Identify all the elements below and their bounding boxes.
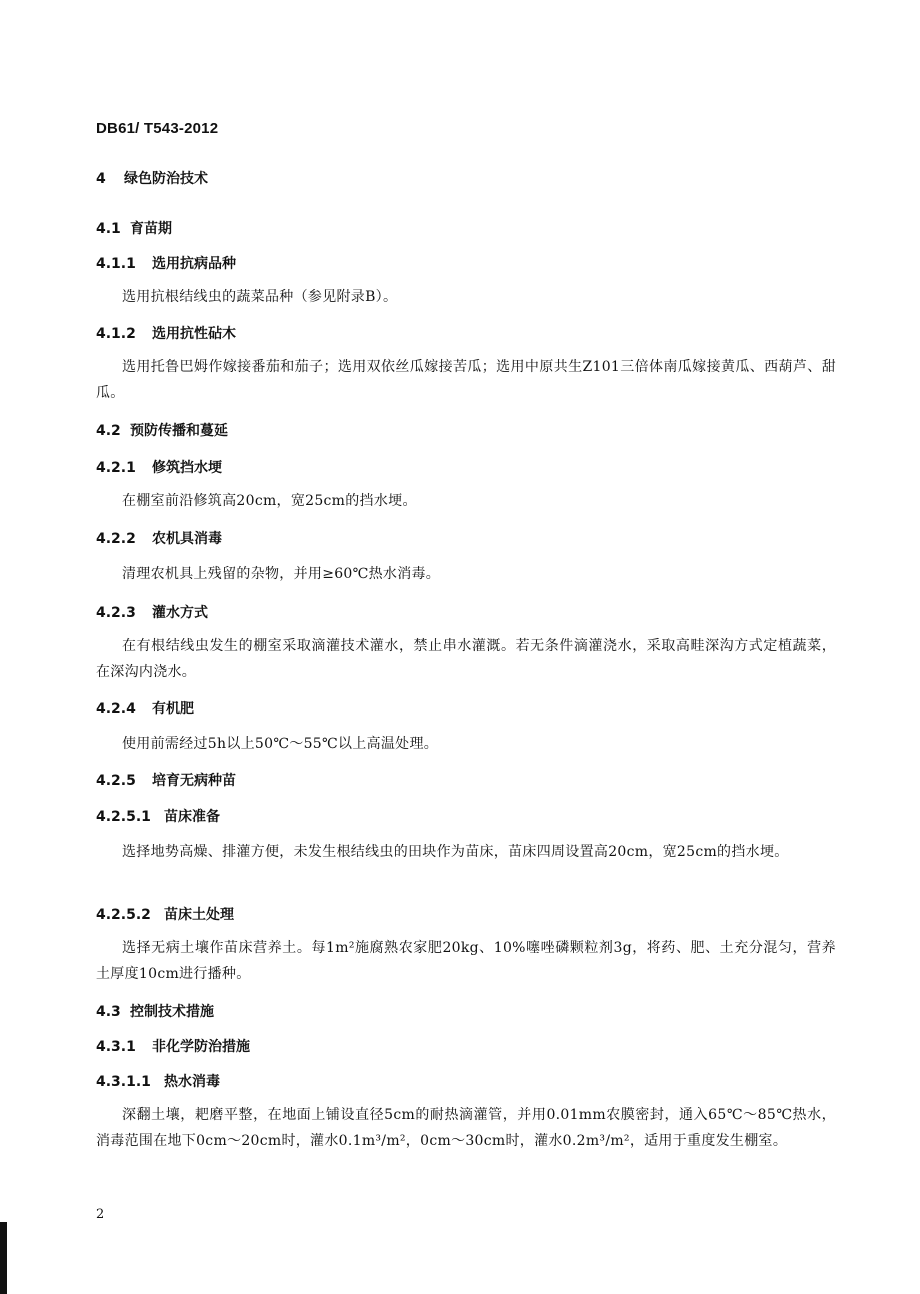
paragraph: 使用前需经过5h以上50℃～55℃以上高温处理。 — [122, 736, 439, 752]
paragraph: 选择无病土壤作苗床营养土。每1m²施腐熟农家肥20kg、10%噻唑磷颗粒剂3g，将药、肥、土充分混匀，营养土厚度10cm进行播种。 — [96, 940, 836, 982]
section-title: 控制技术措施 — [130, 1004, 214, 1020]
section-title: 选用抗性砧木 — [152, 326, 236, 342]
section-heading — [96, 1071, 836, 1091]
section-heading — [96, 602, 836, 622]
section-title: 预防传播和蔓延 — [130, 423, 228, 439]
section-heading — [96, 168, 836, 188]
paragraph: 在棚室前沿修筑高20cm，宽25cm的挡水埂。 — [122, 493, 417, 509]
section-title: 有机肥 — [152, 701, 194, 717]
section-number: 4.2.5 — [96, 773, 136, 789]
section-number: 4.2.4 — [96, 701, 136, 717]
section-title: 苗床准备 — [164, 809, 220, 825]
section-number: 4.1.1 — [96, 256, 136, 272]
section-title: 育苗期 — [130, 221, 172, 237]
section-heading — [96, 806, 836, 826]
section-number: 4.3.1.1 — [96, 1074, 151, 1090]
section-title: 灌水方式 — [152, 605, 208, 621]
section-number: 4.2.5.1 — [96, 809, 151, 825]
section-heading — [96, 528, 836, 548]
paragraph: 清理农机具上残留的杂物，并用≥60℃热水消毒。 — [122, 566, 441, 582]
paragraph: 选择地势高燥、排灌方便，未发生根结线虫的田块作为苗床，苗床四周设置高20cm，宽25cm的挡水埂。 — [122, 844, 789, 860]
scan-edge-mark — [0, 1222, 7, 1294]
page-number: 2 — [96, 1207, 105, 1222]
document-code: DB61/ T543-2012 — [96, 120, 219, 137]
section-title: 非化学防治措施 — [152, 1039, 250, 1055]
paragraph: 深翻土壤，耙磨平整，在地面上铺设直径5cm的耐热滴灌管，并用0.01mm农膜密封，通入65℃～85℃热水，消毒范围在地下0cm～20cm时，灌水0.1m³/m²，0cm～30cm时，灌水0.2m³/m²，适用于重度发生棚室。 — [96, 1107, 836, 1149]
section-heading — [96, 1036, 836, 1056]
section-number: 4.2.1 — [96, 460, 136, 476]
section-number: 4.3.1 — [96, 1039, 136, 1055]
section-heading — [96, 218, 836, 238]
section-heading — [96, 770, 836, 790]
section-title: 苗床土处理 — [164, 907, 234, 923]
section-number: 4 — [96, 171, 106, 187]
section-number: 4.2.5.2 — [96, 907, 151, 923]
section-number: 4.2.3 — [96, 605, 136, 621]
section-title: 修筑挡水埂 — [152, 460, 222, 476]
section-title: 农机具消毒 — [152, 531, 222, 547]
section-title: 热水消毒 — [164, 1074, 220, 1090]
section-heading — [96, 698, 836, 718]
section-heading — [96, 323, 836, 343]
section-heading — [96, 904, 836, 924]
section-number: 4.1.2 — [96, 326, 136, 342]
section-heading — [96, 1001, 836, 1021]
paragraph: 选用托鲁巴姆作嫁接番茄和茄子；选用双依丝瓜嫁接苦瓜；选用中原共生Z101三倍体南瓜嫁接黄瓜、西葫芦、甜瓜。 — [96, 359, 836, 401]
section-number: 4.2.2 — [96, 531, 136, 547]
paragraph: 在有根结线虫发生的棚室采取滴灌技术灌水，禁止串水灌溉。若无条件滴灌浇水，采取高畦深沟方式定植蔬菜，在深沟内浇水。 — [96, 638, 836, 680]
section-number: 4.1 — [96, 221, 121, 237]
section-heading — [96, 457, 836, 477]
section-number: 4.2 — [96, 423, 121, 439]
section-title: 选用抗病品种 — [152, 256, 236, 272]
section-number: 4.3 — [96, 1004, 121, 1020]
section-heading — [96, 253, 836, 273]
section-title: 绿色防治技术 — [124, 171, 208, 187]
section-title: 培育无病种苗 — [152, 773, 236, 789]
paragraph: 选用抗根结线虫的蔬菜品种（参见附录B）。 — [122, 289, 398, 305]
section-heading — [96, 420, 836, 440]
